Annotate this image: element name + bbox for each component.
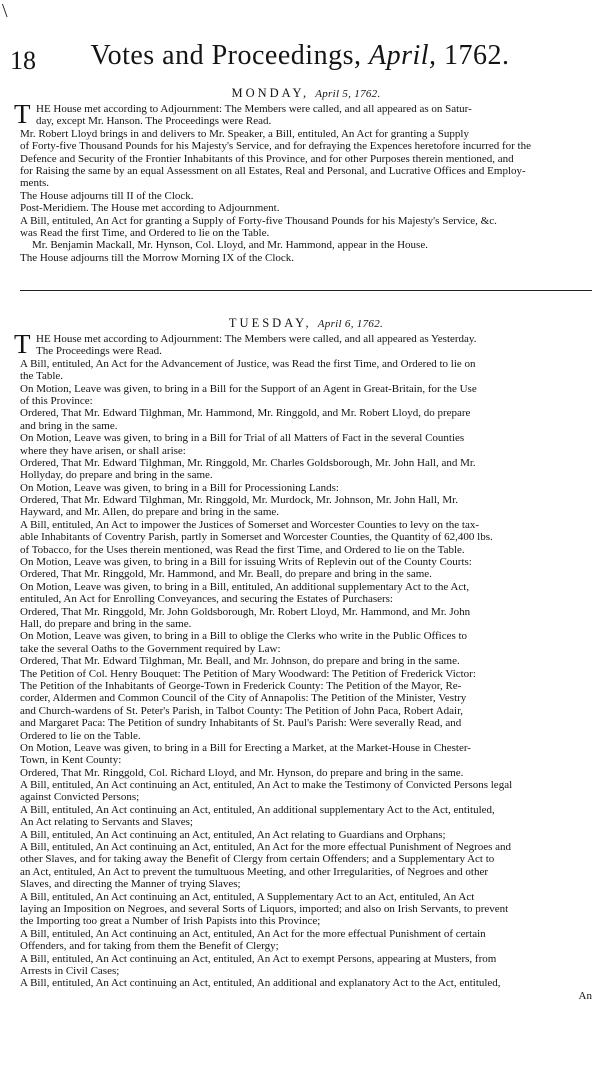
tuesday-line: against Convicted Persons; — [20, 791, 140, 804]
monday-line: Post-Meridiem. The House met according to Adjournment. — [20, 202, 280, 215]
tuesday-line: The Proceedings were Read. — [36, 345, 162, 358]
monday-line: Mr. Benjamin Mackall, Mr. Hynson, Col. Lloyd, and Mr. Hammond, appear in the House. — [32, 239, 428, 252]
tuesday-line: of this Province: — [20, 394, 93, 407]
tuesday-line: Ordered, That Mr. Ringgold, Mr. John Goldsborough, Mr. Robert Lloyd, Mr. Hammond, and Mr. John — [20, 605, 471, 618]
monday-line: Defence and Security of the Frontier Inhabitants of this Province, and for other Purposes therein mentioned, and — [20, 152, 514, 165]
tuesday-line: On Motion, Leave was given, to bring in a Bill for issuing Writs of Replevin out of the County Courts: — [20, 556, 472, 569]
tuesday-line: A Bill, entituled, An Act continuing an Act, entituled, An additional supplementary Act to the Act, entituled, — [20, 803, 495, 816]
tuesday-line: Hall, do prepare and bring in the same. — [20, 617, 192, 630]
tuesday-line: Hollyday, do prepare and bring in the same. — [20, 469, 213, 482]
tuesday-line: Arrests in Civil Cases; — [20, 964, 120, 977]
monday-line: for Raising the same by an equal Assessment on all Estates, Real and Personal, and Lucrative Offices and Employ- — [20, 164, 526, 177]
tuesday-line: Offenders, and for taking from them the Benefit of Clergy; — [20, 940, 279, 953]
tuesday-line: Ordered to lie on the Table. — [20, 729, 141, 742]
scan-corner-mark: \ — [2, 0, 8, 22]
monday-heading — [20, 86, 592, 101]
tuesday-line: the Importing too great a Number of Irish Papists into this Province; — [20, 915, 321, 928]
monday-line: ments. — [20, 177, 50, 190]
monday-day: MONDAY, — [231, 86, 310, 100]
page-number: 18 — [10, 46, 36, 75]
tuesday-section — [14, 316, 592, 1002]
monday-line: T HE House met according to Adjournment: The Members were called, and all appeared as on Satur- — [14, 99, 472, 129]
tuesday-line: A Bill, entituled, An Act continuing an Act, entituled, An Act to exempt Persons, appearing at Musters, from — [20, 952, 497, 965]
tuesday-line: T HE House met according to Adjournment: The Members were called, and all appeared as Yesterday. — [14, 329, 477, 359]
tuesday-day: TUESDAY, — [228, 316, 312, 330]
tuesday-line: Hayward, and Mr. Allen, do prepare and bring in the same. — [20, 506, 280, 519]
tuesday-line: and Margaret Paca: The Petition of sundry Inhabitants of St. Paul's Parish: Were severally Read, and — [20, 717, 462, 730]
tuesday-line: where they have arisen, or shall arise: — [20, 444, 186, 457]
monday-line: day, except Mr. Hanson. The Proceedings were Read. — [36, 115, 272, 128]
tuesday-date: April 6, 1762. — [317, 318, 384, 330]
tuesday-line: Ordered, That Mr. Ringgold, Mr. Hammond, and Mr. Beall, do prepare and bring in the same. — [20, 568, 432, 581]
title-month: April, — [368, 40, 437, 71]
tuesday-line: Ordered, That Mr. Edward Tilghman, Mr. Ringgold, Mr. Murdock, Mr. Johnson, Mr. John Hall, Mr. — [20, 494, 458, 507]
tuesday-line: A Bill, entituled, An Act continuing an Act, entituled, An additional and explanatory Act to the Act, entituled, — [20, 977, 501, 990]
running-head — [0, 40, 600, 72]
tuesday-line: Ordered, That Mr. Ringgold, Col. Richard Lloyd, and Mr. Hynson, do prepare and bring in the same. — [20, 766, 464, 779]
monday-proceedings — [14, 99, 592, 264]
tuesday-line: the Table. — [20, 370, 64, 383]
tuesday-line: On Motion, Leave was given, to bring in a Bill for the Support of an Agent in Great-Britain, for the Use — [20, 382, 477, 395]
tuesday-line: The Petition of the Inhabitants of George-Town in Frederick County: The Petition of the Mayor, Re- — [20, 679, 462, 692]
tuesday-line: Ordered, That Mr. Edward Tilghman, Mr. Beall, and Mr. Johnson, do prepare and bring in the same. — [20, 655, 460, 668]
tuesday-line: On Motion, Leave was given, to bring in a Bill to oblige the Clerks who write in the Public Offices to — [20, 630, 468, 643]
tuesday-line: A Bill, entituled, An Act continuing an Act, entituled, An Act to make the Testimony of Convicted Persons legal — [20, 779, 513, 792]
monday-line: of Forty-five Thousand Pounds for his Majesty's Service, and for defraying the Expences heretofore incurred for the — [20, 140, 531, 153]
tuesday-line: On Motion, Leave was given, to bring in a Bill for Processioning Lands: — [20, 481, 339, 494]
monday-line: A Bill, entituled, An Act for granting a Supply of Forty-five Thousand Pounds for his Majesty's Service, &c. — [20, 214, 497, 227]
tuesday-proceedings — [14, 329, 592, 990]
section-divider — [20, 290, 592, 291]
tuesday-line: A Bill, entituled, An Act to impower the Justices of Somerset and Worcester Counties to levy on the tax- — [20, 518, 480, 531]
tuesday-line: On Motion, Leave was given, to bring in a Bill for Erecting a Market, at the Market-House in Chester- — [20, 741, 471, 754]
catchword: An — [578, 989, 592, 1002]
tuesday-line: Ordered, That Mr. Edward Tilghman, Mr. Hammond, Mr. Ringgold, and Mr. Robert Lloyd, do prepare — [20, 407, 471, 420]
tuesday-line: A Bill, entituled, An Act continuing an Act, entituled, A Supplementary Act to an Act, entituled, An Act — [20, 890, 475, 903]
tuesday-line: and Church-wardens of St. Peter's Parish, in Talbot County: The Petition of John Paca, Robert Adair, — [20, 704, 464, 717]
tuesday-line: Town, in Kent County: — [20, 754, 122, 767]
drop-cap-t: T — [14, 329, 31, 359]
tuesday-heading — [20, 316, 592, 331]
tuesday-line: and bring in the same. — [20, 419, 118, 432]
tuesday-line: able Inhabitants of Coventry Parish, partly in Somerset and Worcester Counties, the Quantity of 62,400 lbs. — [20, 531, 493, 544]
monday-line: Mr. Robert Lloyd brings in and delivers to Mr. Speaker, a Bill, entituled, An Act for granting a Supply — [20, 127, 469, 140]
tuesday-line: Ordered, That Mr. Edward Tilghman, Mr. Ringgold, Mr. Charles Goldsborough, Mr. John Hall, and Mr. — [20, 456, 476, 469]
monday-line: was Read the first Time, and Ordered to lie on the Table. — [20, 226, 270, 239]
tuesday-line: Slaves, and directing the Manner of trying Slaves; — [20, 878, 241, 891]
tuesday-line: laying an Imposition on Negroes, and several Sorts of Liquors, imported; and also on Irish Servants, to prevent — [20, 902, 509, 915]
title-year: 1762. — [444, 40, 510, 71]
tuesday-line: An Act relating to Servants and Slaves; — [20, 816, 193, 829]
tuesday-line: an Act, entituled, An Act to prevent the tumultuous Meeting, and other Irregularities, of Negroes and other — [20, 865, 488, 878]
monday-section — [14, 86, 592, 264]
tuesday-line: On Motion, Leave was given, to bring in a Bill, entituled, An additional supplementary Act to the Act, — [20, 580, 470, 593]
tuesday-line: of Tobacco, for the Uses therein mentioned, was Read the first Time, and Ordered to lie on the Table. — [20, 543, 465, 556]
tuesday-line: corder, Aldermen and Common Council of the City of Annapolis: The Petition of the Minister, Vestry — [20, 692, 467, 705]
monday-line: The House adjourns till the Morrow Morning IX of the Clock. — [20, 251, 295, 264]
drop-cap-t: T — [14, 99, 31, 129]
title-prefix: Votes and Proceedings, — [90, 40, 362, 71]
tuesday-line: take the several Oaths to the Government required by Law: — [20, 642, 281, 655]
tuesday-line: entituled, An Act for Enrolling Conveyances, and securing the Estates of Purchasers: — [20, 593, 393, 606]
tuesday-line: A Bill, entituled, An Act continuing an Act, entituled, An Act relating to Guardians and Orphans; — [20, 828, 446, 841]
tuesday-line: A Bill, entituled, An Act for the Advancement of Justice, was Read the first Time, and Ordered to lie on — [20, 357, 476, 370]
monday-line: The House adjourns till II of the Clock. — [20, 189, 194, 202]
tuesday-line: On Motion, Leave was given, to bring in a Bill for Trial of all Matters of Fact in the several Counties — [20, 432, 465, 445]
tuesday-line: A Bill, entituled, An Act continuing an Act, entituled, An Act for the more effectual Punishment of certain — [20, 927, 486, 940]
monday-date: April 5, 1762. — [315, 88, 381, 100]
tuesday-line: A Bill, entituled, An Act continuing an Act, entituled, An Act for the more effectual Punishment of Negroes and — [20, 841, 512, 854]
tuesday-line: other Slaves, and for taking away the Benefit of Clergy from certain Offenders; and a Supplementary Act to — [20, 853, 495, 866]
tuesday-line: The Petition of Col. Henry Bouquet: The Petition of Mary Woodward: The Petition of Frederick Victor: — [20, 667, 476, 680]
